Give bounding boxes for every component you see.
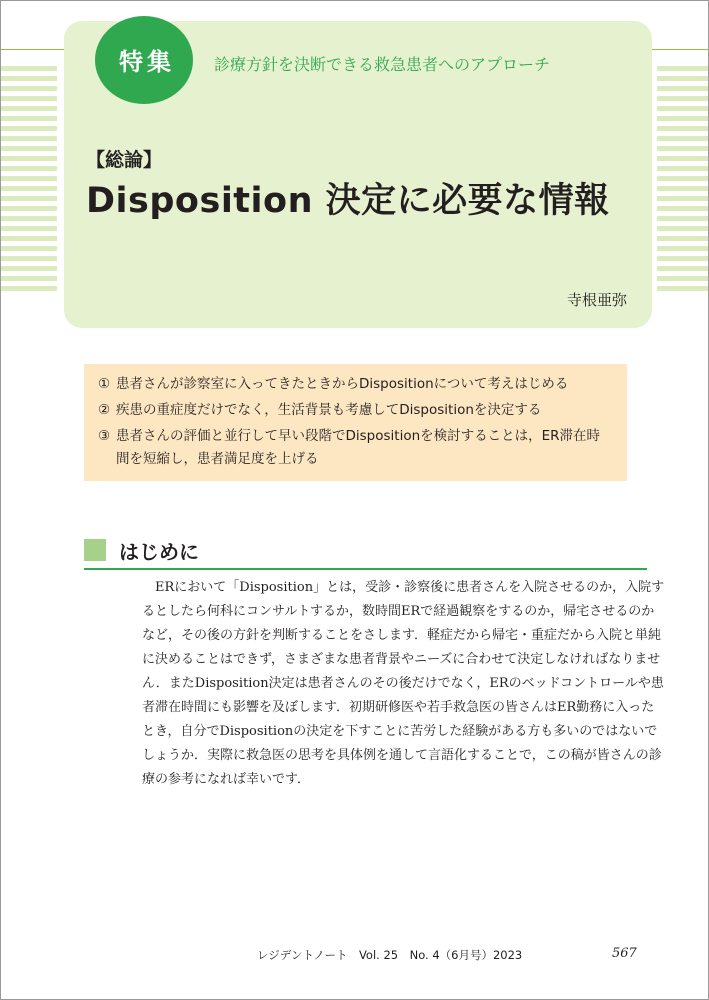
key-point-number: ② [98,402,111,418]
body-line: ん．またDisposition決定は患者さんのその後だけでなく，ERのベッドコントロールや患 [142,676,664,691]
key-point-3-continued [116,448,319,470]
key-point-number: ① [98,376,111,392]
section-marker [84,539,106,561]
key-point-number: ③ [98,428,111,444]
body-line: 療の参考になれば幸いです． [142,772,310,787]
key-point-text: 疾患の重症度だけでなく，生活背景も考慮してDispositionを決定する [116,402,542,418]
section-title: はじめに [119,540,199,564]
key-points-box [84,364,627,481]
body-line: など，その後の方針を判断することをさします．軽症だから帰宅・重症だから入院と単純 [142,628,661,643]
article-category: 【総論】 [86,149,163,171]
body-line: 者滞在時間にも影響を及ぼします．初期研修医や若手救急医の皆さんはER勤務に入った [142,700,655,715]
feature-badge [95,16,193,104]
body-line: るとしたら何科にコンサルトするか，数時間ERで経過観察をするのか，帰宅させるのか [142,604,655,619]
key-point-text: 間を短縮し，患者満足度を上げる [116,451,319,467]
right-stripes [657,66,708,296]
page-number: 567 [612,946,637,961]
footer-journal: レジデントノート Vol. 25 No. 4（6月号）2023 [257,948,523,962]
body-line: ERにおいて「Disposition」とは，受診・診察後に患者さんを入院させるのか，入院す [142,580,665,595]
section-rule [84,568,647,570]
article-title: Disposition 決定に必要な情報 [86,181,610,221]
key-point-2 [98,399,541,421]
body-line: しょうか．実際に救急医の思考を具体例を通して言語化することで，この稿が皆さんの診 [142,748,662,763]
body-line: とき，自分でDispositionの決定を下すことに苦労した経験がある方も多いのではないで [142,724,658,739]
feature-badge-label: 特集 [119,47,175,76]
key-point-3 [98,425,600,447]
key-point-text: 患者さんの評価と並行して早い段階でDispositionを検討することは，ER滞在時 [116,428,601,444]
body-line: に決めることはできず，さまざまな患者背景やニーズに合わせて決定しなければなりませ [142,652,661,667]
key-point-text: 患者さんが診察室に入ってきたときからDispositionについて考えはじめる [116,376,569,392]
key-point-1 [98,373,568,395]
article-author: 寺根亜弥 [567,291,628,309]
left-stripes [1,66,57,296]
feature-title: 診療方針を決断できる救急患者へのアプローチ [214,55,551,74]
